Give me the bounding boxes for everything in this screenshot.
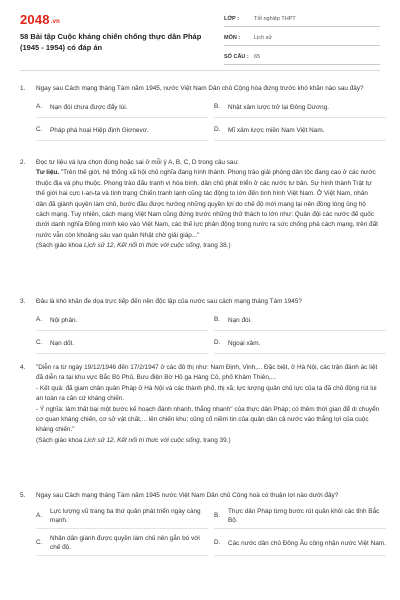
option-b[interactable] [214,100,386,118]
source-prefix: (Sách giáo khoa [36,242,84,250]
option-a[interactable] [36,507,208,529]
option-b[interactable] [214,313,386,331]
question-text: Đâu là khó khăn đe dọa trực tiếp đến nền độc lập của nước sau cách mạng tháng Tám 1945? [36,298,302,305]
option-text: Pháp phá hoại Hiệp định Giơnevơ. [50,126,149,134]
question-number: 5. [20,492,26,499]
meta-label: SỐ CÂU : [224,54,249,60]
question-number: 1. [20,85,26,92]
header-divider [20,70,380,71]
question-instruction: Đọc tư liệu và lựa chọn đúng hoặc sai ở mỗi ý A, B, C, D trong câu sau: [36,159,239,166]
source-passage [36,168,380,251]
option-text: Thực dân Pháp từng bước rút quân khỏi các tỉnh Bắc Bộ. [228,508,380,525]
option-a[interactable] [36,313,208,331]
passage-text: "Trên thế giới, hệ thống xã hội chủ nghĩa đang hình thành. Phong trào giải phóng dân tộc đang cao ở các nước thuộc địa và phụ thuộc. Phong trào đấu tranh vì hòa bình, dân chủ phát triển ở các nước tư bản. Sự hình thành Trật tự thế giới hai cực I-an-ta và tình trạng Chiến tranh lạnh cũng tác động to lớn đến tình hình Việt Nam. Ở Việt Nam, nhân dân đã giành quyền làm chủ, bước đầu được hưởng những quyền lợi do chế độ mới mang lại nên đồng lòng ủng hộ cách mạng. Tuy nhiên, cách mạng Việt Nam cũng đứng trước những thử thách to lớn như: Quân đội các nước đế quốc dưới danh nghĩa Đồng minh kéo vào Việt Nam, các thế lực phản động trong nước ra sức chống phá cách mạng, trên đất nước vẫn còn khoảng sáu vạn quân Nhật chờ giải giáp..." [36,169,380,239]
answer-options [36,100,380,141]
meta-value: Tốt nghiệp THPT [254,16,296,22]
question-text: Ngay sau Cách mạng tháng Tám năm 1945, nước Việt Nam Dân chủ Cộng hòa đứng trước khó khăn nào sau đây? [36,85,364,92]
option-text: Lực lượng vũ trang ba thứ quân phát triển ngày càng mạnh. [50,508,201,525]
option-letter: D. [214,126,221,134]
passage-label: Tư liệu. [36,169,60,177]
meta-value: 65 [254,54,261,60]
option-letter: B. [214,103,221,111]
option-text: Nhật xâm lược trở lại Đông Dương. [228,103,330,111]
question-number: 3. [20,298,26,305]
option-b[interactable] [214,507,386,529]
meta-label: MÔN : [224,35,241,41]
logo-suffix: .vn [50,19,61,25]
meta-row-class [224,12,380,27]
option-text: Các nước dân chủ Đông Âu công nhận nước Việt Nam. [228,539,386,547]
option-text: Nạn dốt. [50,339,75,347]
page-title: 58 Bài tập Cuộc kháng chiến chống thực dân Pháp (1945 - 1954) có đáp án [20,32,202,52]
option-c[interactable] [36,123,208,141]
question-4 [20,363,380,446]
meta-panel [224,12,380,69]
option-c[interactable] [36,336,208,354]
site-logo[interactable] [20,12,60,27]
option-text: Ngoại xâm. [228,339,261,347]
question-5 [20,491,386,556]
option-d[interactable] [214,336,386,354]
meta-row-count [224,50,380,65]
question-number: 4. [20,364,26,371]
option-letter: C. [36,126,43,134]
logo-text: 2048 [20,12,50,27]
option-text: Nạn đói. [228,316,252,324]
source-book: Lịch sử 12, Kết nối tri thức với cuộc sống, [83,436,202,444]
answer-options [36,313,380,354]
meta-value: Lịch sử [254,35,273,41]
quote-source [36,436,380,446]
source-book: Lịch sử 12, Kết nối tri thức với cuộc sống, [83,242,202,250]
option-letter: A. [36,103,43,111]
option-letter: A. [36,512,43,520]
option-letter: C. [36,339,43,347]
question-1 [20,84,380,141]
option-text: Nhân dân giành được quyền làm chủ nên gắn bó với chế độ. [50,535,200,552]
passage-source [36,241,380,251]
answer-options [36,507,386,556]
question-2 [20,158,380,252]
source-suffix: trang 38.) [201,242,231,250]
quote-significance: - Ý nghĩa: làm thất bại một bước kế hoạch đánh nhanh, thắng nhanh" của thực dân Pháp; có thêm thời gian để di chuyển cơ quan kháng chiến, cơ sở vật chất,... lên chiến khu; củng cố niềm tin của quân dân cả nước vào thắng lợi của cuộc kháng chiến." [36,405,382,434]
option-d[interactable] [214,534,386,556]
meta-label: LỚP : [224,16,239,22]
source-suffix: trang 39.) [201,436,231,444]
option-letter: B. [214,316,221,324]
quote-result: - Kết quả: đã giam chân quân Pháp ở Hà Nội và các thành phố, thị xã; lực lượng quân chủ lực của ta đã chủ động rút lui an toàn ra căn cứ kháng chiến. [36,384,379,403]
option-d[interactable] [214,123,386,141]
quote-paragraph: "Diễn ra từ ngày 19/12/1946 đến 17/2/1947 ở các đô thị như: Nam Định, Vinh,... Đặc biệt, ở Hà Nội, các trận đánh ác liệt đã diễn ra tại khu vực Bắc Bộ Phủ, Bưu điện Bờ Hồ ga Hàng Cỏ, phố Khâm Thiên,... [36,364,380,382]
option-text: Nội phản. [50,316,78,324]
option-letter: B. [214,512,221,520]
question-number: 2. [20,159,26,166]
option-text: Mĩ xâm lược miền Nam Việt Nam. [228,126,325,134]
question-text: Ngay sau Cách mạng tháng Tám năm 1945 nước Việt Nam Dân chủ Cộng hoà có thuận lợi nào dưới đây? [36,492,339,499]
option-c[interactable] [36,534,208,556]
option-letter: A. [36,316,43,324]
option-a[interactable] [36,100,208,118]
option-text: Nạn đói chưa được đẩy lùi. [50,103,128,111]
option-letter: D. [214,339,221,347]
source-prefix: (Sách giáo khoa [36,436,84,444]
option-letter: D. [214,539,221,547]
option-letter: C. [36,539,43,547]
question-3 [20,297,380,354]
meta-row-subject [224,31,380,46]
